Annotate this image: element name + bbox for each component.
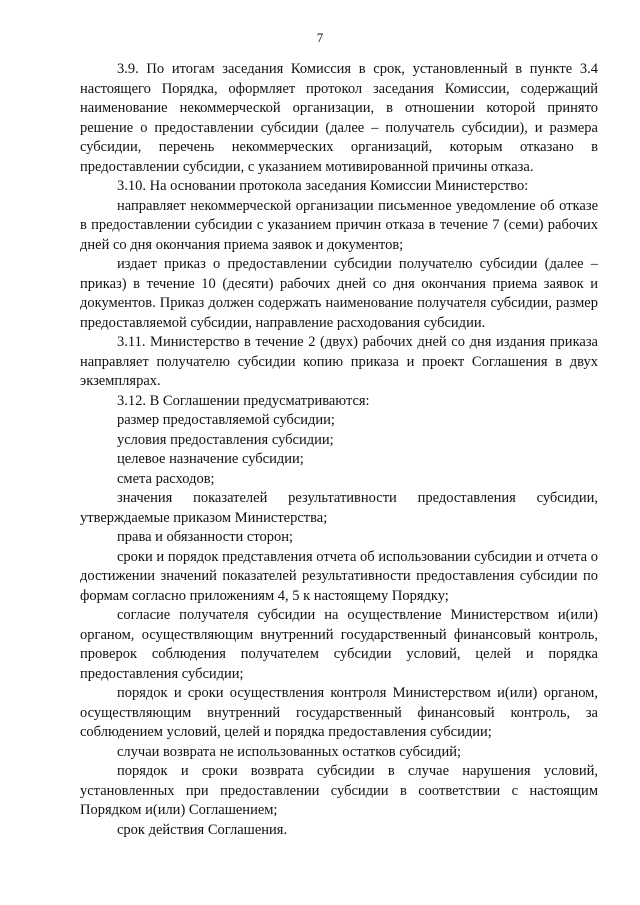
document-body bbox=[80, 60, 598, 840]
list-item-reporting: сроки и порядок представления отчета об использовании субсидии и отчета о достижении значений показателей результативности предоставления субсидии по формам согласно приложениям 4, 5 к настоящему Порядку; bbox=[80, 548, 598, 604]
list-item-term: срок действия Соглашения. bbox=[117, 821, 288, 838]
list-item-conditions: условия предоставления субсидии; bbox=[117, 431, 334, 448]
list-item-refund-cases: случаи возврата не использованных остатков субсидий; bbox=[117, 743, 462, 760]
list-item-control: порядок и сроки осуществления контроля Министерством и(или) органом, осуществляющим внутренний государственный финансовый контроль, за соблюдением условий, целей и порядка предоставления субсидии; bbox=[80, 685, 598, 740]
paragraph-3-10: 3.10. На основании протокола заседания Комиссии Министерство: bbox=[117, 178, 529, 194]
list-item-rights: права и обязанности сторон; bbox=[117, 529, 294, 545]
list-item-indicators: значения показателей результативности предоставления субсидии, утверждаемые приказом Министерства; bbox=[80, 490, 598, 526]
paragraph-3-9: 3.9. По итогам заседания Комиссия в срок, установленный в пункте 3.4 настоящего Порядка, оформляет протокол заседания Комиссии, содержащий наименование некоммерческой организации, в отношении которой принято решение о предоставлении субсидии (далее – получатель субсидии), и размера субсидии, перечень некоммерческих организаций, которым отказано в предоставлении субсидии, с указанием мотивированной причины отказа. bbox=[80, 61, 598, 175]
list-item-refund-procedure: порядок и сроки возврата субсидии в случае нарушения условий, установленных при предоставлении субсидии в соответствии с настоящим Порядком и(или) Соглашением; bbox=[80, 763, 598, 818]
paragraph-3-12: 3.12. В Соглашении предусматриваются: bbox=[117, 392, 370, 409]
paragraph-3-11: 3.11. Министерство в течение 2 (двух) рабочих дней со дня издания приказа направляет получателю субсидии копию приказа и проект Соглашения в двух экземплярах. bbox=[80, 334, 598, 389]
paragraph-refusal-notice: направляет некоммерческой организации письменное уведомление об отказе в предоставлении субсидии с указанием причин отказа в течение 7 (семи) рабочих дней со дня окончания приема заявок и документов; bbox=[80, 197, 598, 253]
paragraph-order-issue: издает приказ о предоставлении субсидии получателю субсидии (далее – приказ) в течение 10 (десяти) рабочих дней со дня окончания приема заявок и документов. Приказ должен содержать наименование получателя субсидии, размер предоставляемой субсидии, направление расходования субсидии. bbox=[80, 256, 598, 331]
list-item-budget: смета расходов; bbox=[117, 470, 215, 487]
list-item-subsidy-size: размер предоставляемой субсидии; bbox=[117, 412, 335, 428]
list-item-purpose: целевое назначение субсидии; bbox=[117, 451, 304, 467]
list-item-consent: согласие получателя субсидии на осуществление Министерством и(или) органом, осуществляющим внутренний государственный финансовый контроль, проверок соблюдения получателем субсидии условий, целей и порядка предоставления субсидии; bbox=[80, 607, 598, 682]
page-number: 7 bbox=[316, 30, 324, 45]
